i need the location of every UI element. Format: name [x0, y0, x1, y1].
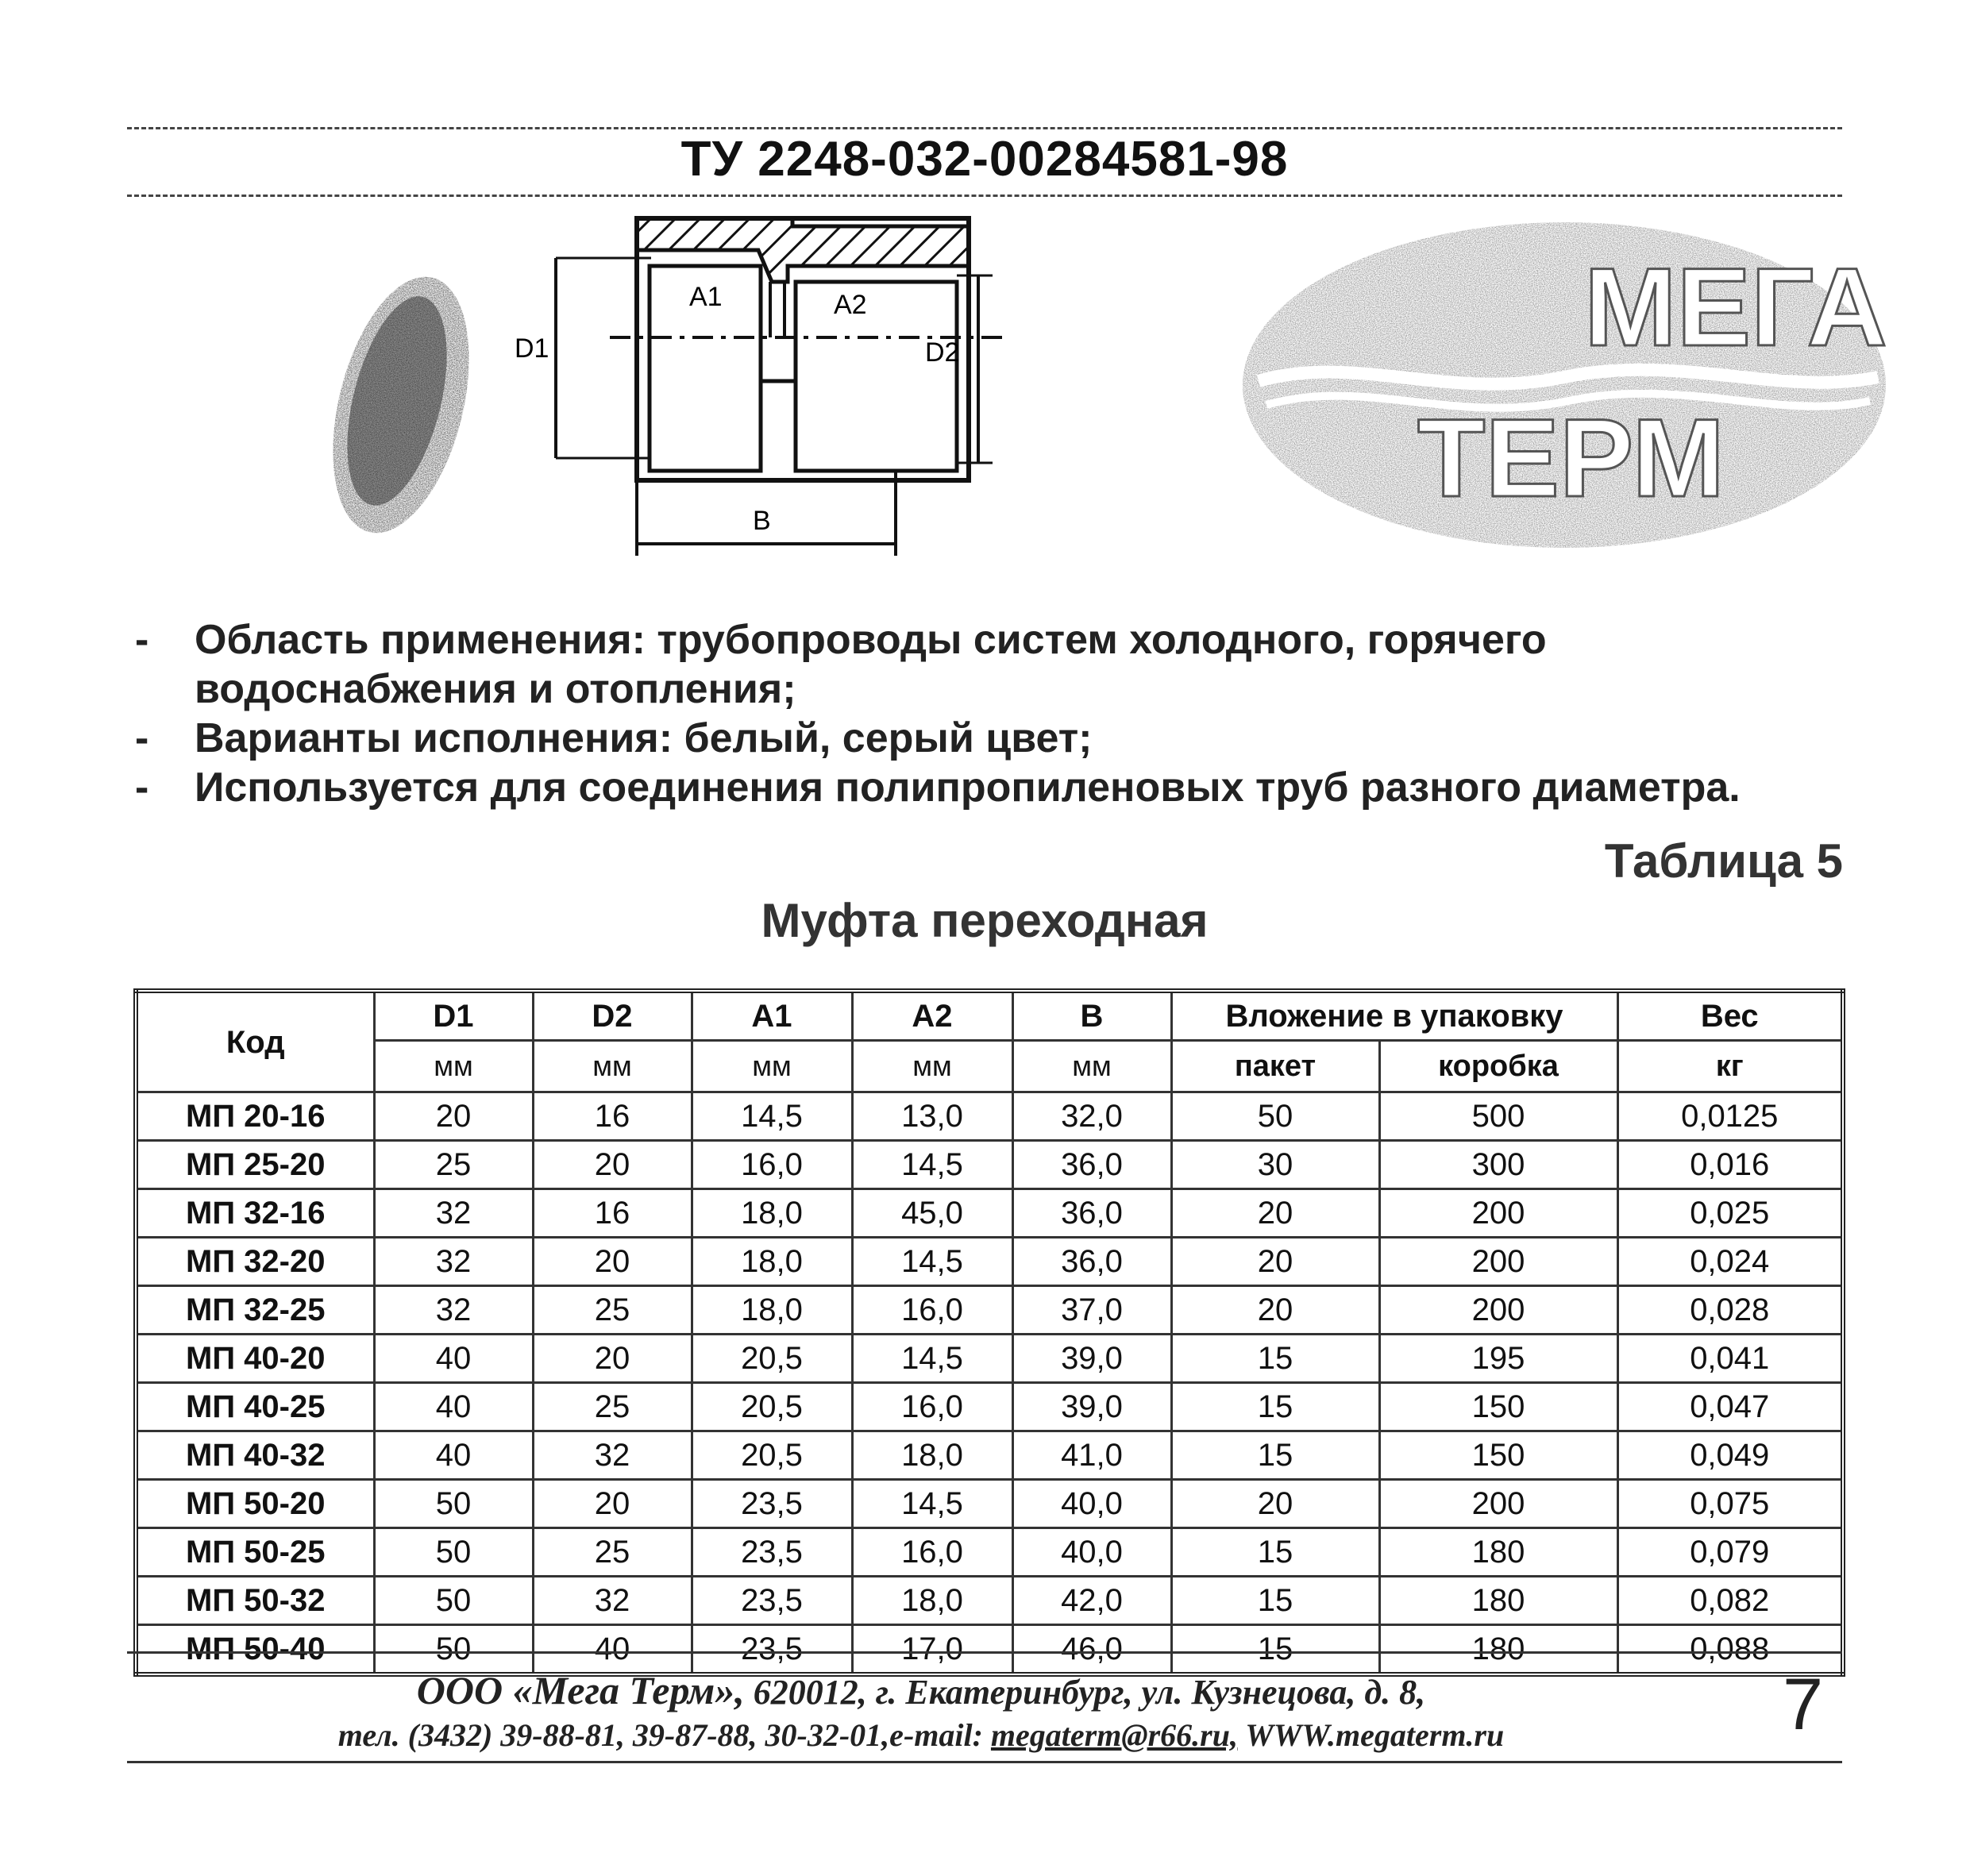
cell-d1: 32: [374, 1189, 533, 1238]
company-logo: [1235, 214, 1894, 556]
table-row: [136, 1431, 1843, 1480]
cell-d2: 16: [533, 1092, 692, 1141]
cell-box: 300: [1379, 1141, 1617, 1189]
cell-d1: 50: [374, 1577, 533, 1625]
footer-bottom-rule: [127, 1761, 1842, 1763]
cell-box: 195: [1379, 1335, 1617, 1383]
cell-packet: 20: [1171, 1480, 1379, 1528]
cell-a1: 23,5: [692, 1528, 852, 1577]
header-packing: Вложение в упаковку: [1171, 991, 1617, 1041]
coupling-drawing: [492, 202, 1016, 568]
cell-d2: 16: [533, 1189, 692, 1238]
cell-b: 42,0: [1012, 1577, 1171, 1625]
table-row: [136, 1383, 1843, 1431]
footer-top-rule: [127, 1651, 1842, 1654]
footer-company-address: [127, 1667, 1715, 1713]
table-row: [136, 1141, 1843, 1189]
table-row: [136, 1335, 1843, 1383]
cell-d2: 25: [533, 1286, 692, 1335]
cell-b: 41,0: [1012, 1431, 1171, 1480]
document-code: ТУ 2248-032-00284581-98: [680, 132, 1289, 187]
unit-weight: кг: [1617, 1041, 1843, 1092]
cell-d2: 20: [533, 1480, 692, 1528]
cell-b: 36,0: [1012, 1189, 1171, 1238]
cell-d2: 32: [533, 1577, 692, 1625]
table-row: [136, 1092, 1843, 1141]
unit-a2: мм: [852, 1041, 1012, 1092]
cell-code: МП 40-20: [136, 1335, 374, 1383]
cell-a1: 18,0: [692, 1189, 852, 1238]
cell-d1: 40: [374, 1383, 533, 1431]
cell-d1: 50: [374, 1528, 533, 1577]
cell-a1: 14,5: [692, 1092, 852, 1141]
list-item: [127, 714, 1858, 763]
cell-packet: 15: [1171, 1625, 1379, 1675]
cell-weight: 0,025: [1617, 1189, 1843, 1238]
cell-a1: 23,5: [692, 1625, 852, 1675]
cell-d2: 20: [533, 1141, 692, 1189]
cell-b: 39,0: [1012, 1335, 1171, 1383]
cell-d1: 32: [374, 1238, 533, 1286]
cell-box: 500: [1379, 1092, 1617, 1141]
label-b: B: [753, 506, 771, 536]
unit-packet: пакет: [1171, 1041, 1379, 1092]
cell-a1: 23,5: [692, 1480, 852, 1528]
cell-code: МП 50-20: [136, 1480, 374, 1528]
unit-a1: мм: [692, 1041, 852, 1092]
header-d2: D2: [533, 991, 692, 1041]
footer-address: 620012, г. Екатеринбург, ул. Кузнецова, д. 8,: [753, 1673, 1426, 1712]
bullet-text: Используется для соединения полипропиленовых труб разного диаметра.: [195, 765, 1741, 811]
cell-code: МП 40-32: [136, 1431, 374, 1480]
cell-box: 200: [1379, 1480, 1617, 1528]
cell-a2: 18,0: [852, 1431, 1012, 1480]
cell-code: МП 20-16: [136, 1092, 374, 1141]
cell-d1: 20: [374, 1092, 533, 1141]
cell-b: 40,0: [1012, 1480, 1171, 1528]
cell-code: МП 50-32: [136, 1577, 374, 1625]
cell-d2: 32: [533, 1431, 692, 1480]
table-row: [136, 1577, 1843, 1625]
cell-a2: 14,5: [852, 1335, 1012, 1383]
list-item: [127, 763, 1858, 812]
cell-weight: 0,082: [1617, 1577, 1843, 1625]
cell-box: 150: [1379, 1431, 1617, 1480]
footer-email[interactable]: megaterm@r66.ru,: [990, 1717, 1238, 1753]
cell-weight: 0,075: [1617, 1480, 1843, 1528]
spec-table: [133, 988, 1845, 1677]
header-d1: D1: [374, 991, 533, 1041]
cell-d1: 32: [374, 1286, 533, 1335]
cell-d2: 25: [533, 1383, 692, 1431]
header-rule: [127, 195, 1842, 197]
table-row: [136, 1189, 1843, 1238]
cell-packet: 15: [1171, 1431, 1379, 1480]
cell-b: 46,0: [1012, 1625, 1171, 1675]
cell-code: МП 25-20: [136, 1141, 374, 1189]
unit-d1: мм: [374, 1041, 533, 1092]
cell-packet: 50: [1171, 1092, 1379, 1141]
cell-weight: 0,0125: [1617, 1092, 1843, 1141]
cell-b: 37,0: [1012, 1286, 1171, 1335]
cell-d1: 25: [374, 1141, 533, 1189]
cell-a2: 16,0: [852, 1286, 1012, 1335]
cell-a2: 17,0: [852, 1625, 1012, 1675]
label-d1: D1: [515, 333, 549, 364]
cell-code: МП 32-16: [136, 1189, 374, 1238]
cell-code: МП 40-25: [136, 1383, 374, 1431]
unit-d2: мм: [533, 1041, 692, 1092]
cell-packet: 30: [1171, 1141, 1379, 1189]
cell-a2: 18,0: [852, 1577, 1012, 1625]
cell-packet: 15: [1171, 1577, 1379, 1625]
cell-d1: 50: [374, 1625, 533, 1675]
cell-box: 200: [1379, 1286, 1617, 1335]
cell-weight: 0,049: [1617, 1431, 1843, 1480]
cell-a2: 45,0: [852, 1189, 1012, 1238]
cell-weight: 0,088: [1617, 1625, 1843, 1675]
cell-d2: 40: [533, 1625, 692, 1675]
cell-box: 150: [1379, 1383, 1617, 1431]
cell-a1: 18,0: [692, 1286, 852, 1335]
cell-a2: 14,5: [852, 1238, 1012, 1286]
cell-a1: 18,0: [692, 1238, 852, 1286]
cell-packet: 15: [1171, 1335, 1379, 1383]
cell-b: 36,0: [1012, 1238, 1171, 1286]
cell-b: 39,0: [1012, 1383, 1171, 1431]
cell-packet: 15: [1171, 1383, 1379, 1431]
table-row: [136, 1528, 1843, 1577]
page-number: 7: [1783, 1664, 1824, 1745]
cell-a1: 20,5: [692, 1383, 852, 1431]
cell-code: МП 32-25: [136, 1286, 374, 1335]
cell-a2: 13,0: [852, 1092, 1012, 1141]
label-a1: A1: [689, 282, 723, 312]
table-row: [136, 1238, 1843, 1286]
cell-box: 200: [1379, 1189, 1617, 1238]
cell-box: 180: [1379, 1528, 1617, 1577]
cell-weight: 0,041: [1617, 1335, 1843, 1383]
cell-weight: 0,047: [1617, 1383, 1843, 1431]
cell-a1: 20,5: [692, 1431, 852, 1480]
cell-d2: 20: [533, 1335, 692, 1383]
cell-weight: 0,028: [1617, 1286, 1843, 1335]
list-item: [127, 615, 1858, 714]
cell-box: 180: [1379, 1577, 1617, 1625]
label-a2: A2: [834, 290, 867, 320]
bullet-text: Область применения: трубопроводы систем холодного, горячего водоснабжения и отопления;: [195, 617, 1547, 712]
cell-code: МП 50-25: [136, 1528, 374, 1577]
features-list: [127, 615, 1858, 812]
cell-packet: 20: [1171, 1286, 1379, 1335]
logo-text-term: ТЕРМ: [1417, 395, 1725, 520]
table-row: [136, 1286, 1843, 1335]
unit-b: мм: [1012, 1041, 1171, 1092]
cell-d1: 40: [374, 1335, 533, 1383]
top-rule: [127, 127, 1842, 129]
cell-weight: 0,079: [1617, 1528, 1843, 1577]
cell-a1: 16,0: [692, 1141, 852, 1189]
cell-packet: 20: [1171, 1189, 1379, 1238]
footer-company: ООО «Мега Терм»,: [416, 1668, 745, 1712]
cell-a2: 14,5: [852, 1480, 1012, 1528]
label-d2: D2: [925, 337, 960, 368]
cell-d1: 50: [374, 1480, 533, 1528]
footer-website[interactable]: WWW.megaterm.ru: [1245, 1717, 1505, 1753]
cell-b: 32,0: [1012, 1092, 1171, 1141]
table-title: Муфта переходная: [761, 894, 1209, 947]
product-photo: [318, 262, 484, 548]
table-body: [136, 1092, 1843, 1675]
cell-a2: 16,0: [852, 1383, 1012, 1431]
cell-d1: 40: [374, 1431, 533, 1480]
header-b: B: [1012, 991, 1171, 1041]
footer-phones: тел. (3432) 39-88-81, 39-87-88, 30-32-01,e-mail:: [337, 1717, 983, 1753]
logo-text-mega: МЕГА: [1584, 245, 1887, 369]
cell-box: 180: [1379, 1625, 1617, 1675]
cell-a1: 23,5: [692, 1577, 852, 1625]
footer-contacts: [127, 1716, 1715, 1754]
header-weight: Вес: [1617, 991, 1843, 1041]
cell-b: 36,0: [1012, 1141, 1171, 1189]
cell-a2: 16,0: [852, 1528, 1012, 1577]
cell-box: 200: [1379, 1238, 1617, 1286]
bullet-text: Варианты исполнения: белый, серый цвет;: [195, 715, 1093, 761]
bullet-dash: -: [135, 765, 149, 811]
unit-box: коробка: [1379, 1041, 1617, 1092]
cell-d2: 20: [533, 1238, 692, 1286]
header-code: Код: [136, 991, 374, 1092]
table-row: [136, 1480, 1843, 1528]
header-a1: A1: [692, 991, 852, 1041]
bullet-dash: -: [135, 617, 149, 663]
header-a2: A2: [852, 991, 1012, 1041]
cell-d2: 25: [533, 1528, 692, 1577]
cell-weight: 0,024: [1617, 1238, 1843, 1286]
cell-code: МП 50-40: [136, 1625, 374, 1675]
cell-packet: 20: [1171, 1238, 1379, 1286]
bullet-dash: -: [135, 715, 149, 761]
table-number: Таблица 5: [1604, 834, 1843, 888]
cell-code: МП 32-20: [136, 1238, 374, 1286]
cell-packet: 15: [1171, 1528, 1379, 1577]
cell-a1: 20,5: [692, 1335, 852, 1383]
cell-weight: 0,016: [1617, 1141, 1843, 1189]
cell-b: 40,0: [1012, 1528, 1171, 1577]
cell-a2: 14,5: [852, 1141, 1012, 1189]
